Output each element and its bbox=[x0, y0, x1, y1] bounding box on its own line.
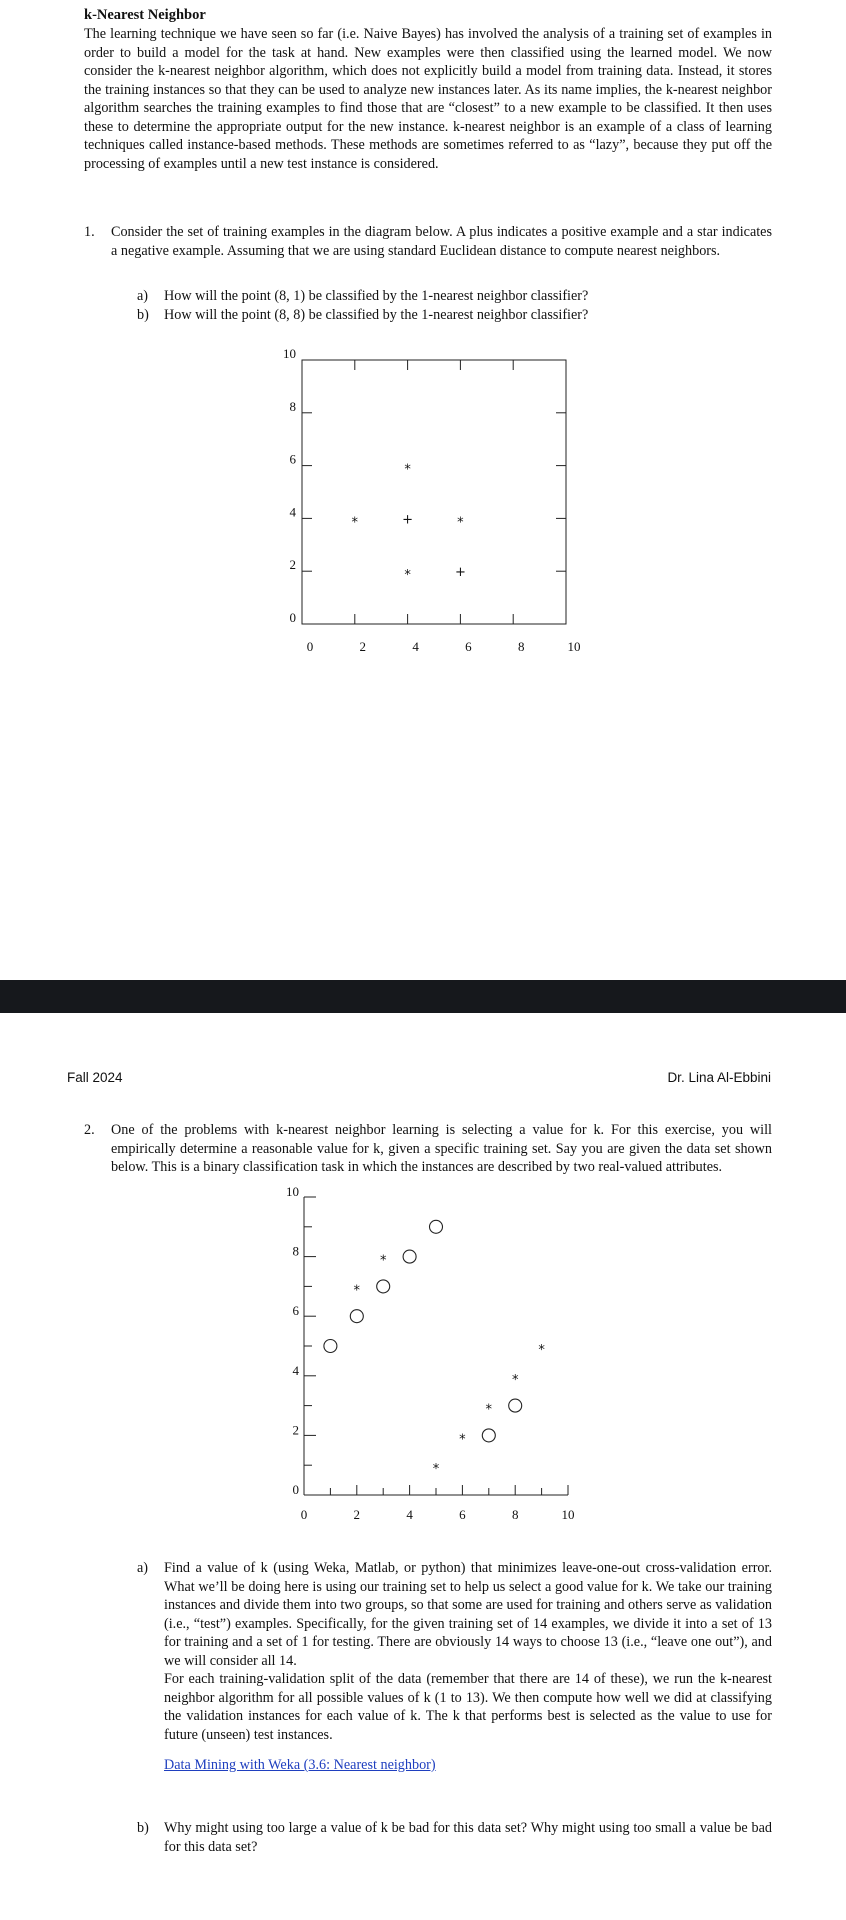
plot-1-point-positive: + bbox=[402, 512, 414, 528]
question-2b bbox=[137, 1819, 772, 1856]
plot-1-x-tick-label: 0 bbox=[306, 639, 314, 654]
plot-1-x-tick-label: 10 bbox=[567, 639, 581, 654]
plot-1-point-positive: + bbox=[454, 565, 466, 581]
question-2-number: 2. bbox=[84, 1122, 95, 1138]
plot-1-point-negative: * bbox=[404, 462, 411, 478]
question-2-text: One of the problems with k-nearest neighbor learning is selecting a value for k. For this exercise, you will empirically determine a reasonable value for k, given a specific training set. Say you are given the data set shown below. This is a binary classification task in which the instances are described by two real-valued attributes. bbox=[111, 1122, 772, 1175]
plot-2-x-tick-label: 0 bbox=[300, 1507, 308, 1522]
question-1a-label: a) bbox=[137, 288, 149, 304]
intro-paragraph: The learning technique we have seen so far (i.e. Naive Bayes) has involved the analysis of a training set of examples in order to build a model for the task at hand. New examples were then classified using the learned model. We now consider the k-nearest neighbor algorithm, which does not explicitly build a model from training data. Instead, it stores the training instances so that they can be used to analyze new instances later. As its name implies, the k-nearest neighbor algorithm searches the training examples to find those that are “closest” to a new example to be classified. It then uses these to determine the appropriate output for the new instance. k-nearest neighbor is an example of a class of learning techniques called instance-based methods. These methods are sometimes referred to as “lazy”, because they put off the processing of examples until a new test instance is considered. bbox=[84, 26, 772, 172]
question-2b-text: Why might using too large a value of k be bad for this data set? Why might using too small a value be bad for this data set? bbox=[164, 1820, 772, 1855]
plot-2-point-circle bbox=[430, 1220, 443, 1233]
plot-1-y-tick-label: 8 bbox=[289, 398, 296, 414]
plot-1-y-tick-label: 6 bbox=[289, 451, 296, 467]
plot-1-x-tick-label: 4 bbox=[412, 639, 419, 654]
plot-1-y-tick-label: 10 bbox=[283, 346, 296, 361]
question-1a-text: How will the point (8, 1) be classified by the 1-nearest neighbor classifier? bbox=[164, 288, 589, 304]
plot-1-frame bbox=[302, 360, 566, 624]
scatter-plot-2 bbox=[0, 1013, 846, 1920]
plot-1-point-negative: * bbox=[351, 515, 359, 531]
plot-2-y-tick-label: 0 bbox=[292, 1482, 299, 1497]
plot-2-y-tick-label: 2 bbox=[292, 1422, 299, 1438]
plot-2-point-circle bbox=[403, 1250, 416, 1263]
question-2a-text-continued: For each training-validation split of the data (remember that there are 14 of these), we run the k-nearest neighbor algorithm for all possible values of k (1 to 13). We then compute how well we did at classifying the validation instances for each value of k. The k that performs best is selected as the value to use for future (unseen) test instances. bbox=[164, 1671, 772, 1743]
plot-2-y-tick-label: 6 bbox=[292, 1303, 299, 1319]
plot-2-y-tick-label: 4 bbox=[292, 1362, 299, 1378]
plot-1-y-tick-label: 0 bbox=[289, 610, 296, 625]
plot-1-y-tick-label: 2 bbox=[289, 557, 296, 573]
question-1-text: Consider the set of training examples in the diagram below. A plus indicates a positive example and a star indicates a negative example. Assuming that we are using standard Euclidean distance to compute nearest neighbors. bbox=[111, 224, 772, 259]
plot-2-x-tick-label: 10 bbox=[561, 1507, 575, 1522]
plot-1-x-tick-label: 8 bbox=[517, 639, 525, 654]
plot-1-point-negative: * bbox=[457, 515, 464, 531]
question-2a bbox=[137, 1559, 772, 1775]
plot-2-point-circle bbox=[350, 1310, 363, 1323]
plot-2-point-star: * bbox=[538, 1343, 545, 1358]
plot-2-point-star: * bbox=[379, 1253, 387, 1269]
plot-2-x-tick-label: 4 bbox=[406, 1507, 413, 1522]
page-separator bbox=[0, 980, 846, 1013]
plot-2-point-circle bbox=[324, 1340, 337, 1353]
plot-2-point-star: * bbox=[485, 1402, 493, 1418]
plot-2-x-tick-label: 8 bbox=[511, 1507, 519, 1522]
plot-2-point-star: * bbox=[459, 1432, 466, 1448]
footer-instructor: Dr. Lina Al-Ebbini bbox=[667, 1070, 771, 1085]
question-2a-label: a) bbox=[137, 1560, 149, 1576]
plot-1-x-tick-label: 2 bbox=[359, 639, 367, 654]
plot-2-point-circle bbox=[482, 1429, 495, 1442]
plot-2-y-tick-label: 10 bbox=[286, 1184, 299, 1199]
question-1-number: 1. bbox=[84, 224, 95, 240]
plot-2-point-star: * bbox=[511, 1372, 519, 1388]
question-1b-text: How will the point (8, 8) be classified by the 1-nearest neighbor classifier? bbox=[164, 307, 589, 323]
question-2a-text: Find a value of k (using Weka, Matlab, or python) that minimizes leave-one-out cross-validation error. What we’ll be doing here is using our training set to help us select a good value for k. We take our training instances and divide them into two groups, so that some are used for training and others serve as validation (i.e., “test”) examples. Specifically, for the given training set of 14 examples, we divide it into a set of 13 for training and a set of 1 for testing. There are obviously 14 ways to choose 13 (i.e., “leave one out”), and we will consider all 14. bbox=[164, 1560, 772, 1669]
plot-2-y-tick-label: 8 bbox=[292, 1243, 299, 1259]
plot-2-point-star: * bbox=[353, 1283, 361, 1299]
weka-nearest-neighbor-link[interactable]: Data Mining with Weka (3.6: Nearest neighbor) bbox=[164, 1757, 436, 1773]
question-2b-label: b) bbox=[137, 1820, 149, 1836]
page-title: k-Nearest Neighbor bbox=[84, 7, 206, 23]
plot-2-point-circle bbox=[509, 1399, 522, 1412]
plot-1-point-negative: * bbox=[404, 568, 411, 584]
footer-semester: Fall 2024 bbox=[67, 1070, 123, 1085]
plot-2-x-tick-label: 2 bbox=[353, 1507, 361, 1522]
plot-2-point-circle bbox=[377, 1280, 390, 1293]
plot-1-x-tick-label: 6 bbox=[465, 639, 472, 654]
question-1b-label: b) bbox=[137, 307, 149, 323]
page-two bbox=[0, 1013, 846, 1920]
plot-1-y-tick-label: 4 bbox=[289, 504, 296, 520]
plot-2-x-tick-label: 6 bbox=[459, 1507, 466, 1522]
plot-2-point-star: * bbox=[432, 1462, 440, 1478]
